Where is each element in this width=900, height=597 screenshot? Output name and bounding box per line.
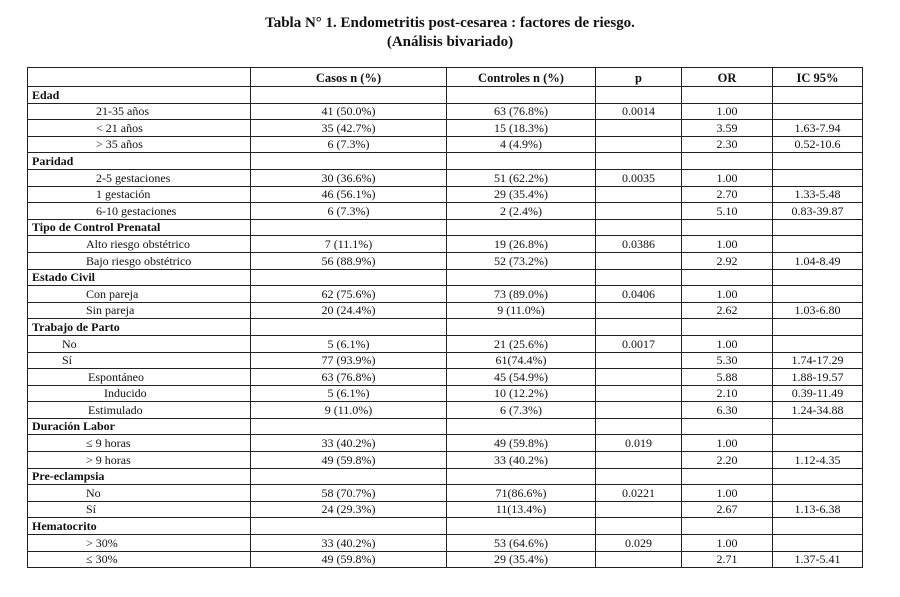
- cell-or: 1.00: [682, 435, 773, 452]
- cell-casos: 49 (59.8%): [251, 452, 447, 469]
- table-row: [28, 402, 863, 419]
- row-label: ≤ 30%: [28, 551, 251, 568]
- row-label: Alto riesgo obstétrico: [28, 236, 251, 253]
- cell-controles: 29 (35.4%): [447, 551, 596, 568]
- cell-ic: 1.24-34.88: [773, 402, 863, 419]
- cell-or: 1.00: [682, 535, 773, 552]
- cell-or: 2.70: [682, 186, 773, 203]
- row-label: 2-5 gestaciones: [28, 169, 251, 186]
- cell-controles: 2 (2.4%): [447, 203, 596, 220]
- cell-casos: 46 (56.1%): [251, 186, 447, 203]
- empty-cell: [251, 418, 447, 435]
- cell-casos: 6 (7.3%): [251, 203, 447, 220]
- group-row: [28, 87, 863, 104]
- cell-casos: 7 (11.1%): [251, 236, 447, 253]
- table-row: [28, 501, 863, 518]
- row-label: Estimulado: [28, 402, 251, 419]
- empty-cell: [596, 418, 682, 435]
- cell-ic: [773, 335, 863, 352]
- group-row: [28, 468, 863, 485]
- table-row: [28, 136, 863, 153]
- title-line-2: (Análisis bivariado): [386, 34, 514, 50]
- cell-p: 0.0017: [596, 335, 682, 352]
- cell-or: 6.30: [682, 402, 773, 419]
- table-row: [28, 302, 863, 319]
- header-or: OR: [682, 68, 773, 87]
- cell-or: 5.88: [682, 369, 773, 386]
- cell-ic: 0.39-11.49: [773, 385, 863, 402]
- empty-cell: [773, 87, 863, 104]
- cell-ic: [773, 236, 863, 253]
- empty-cell: [773, 269, 863, 286]
- cell-ic: 0.83-39.87: [773, 203, 863, 220]
- cell-casos: 33 (40.2%): [251, 435, 447, 452]
- cell-p: [596, 385, 682, 402]
- empty-cell: [773, 153, 863, 170]
- empty-cell: [596, 87, 682, 104]
- cell-ic: 1.12-4.35: [773, 452, 863, 469]
- empty-cell: [447, 418, 596, 435]
- cell-p: [596, 402, 682, 419]
- group-label: Tipo de Control Prenatal: [28, 219, 251, 236]
- table-body: [28, 87, 863, 568]
- row-label: > 30%: [28, 535, 251, 552]
- header-controles: Controles n (%): [447, 68, 596, 87]
- cell-controles: 45 (54.9%): [447, 369, 596, 386]
- group-label: Paridad: [28, 153, 251, 170]
- cell-casos: 41 (50.0%): [251, 103, 447, 120]
- cell-casos: 58 (70.7%): [251, 485, 447, 502]
- table-row: [28, 385, 863, 402]
- row-label: 1 gestación: [28, 186, 251, 203]
- table-row: [28, 535, 863, 552]
- cell-ic: [773, 535, 863, 552]
- cell-ic: 1.37-5.41: [773, 551, 863, 568]
- table-row: [28, 335, 863, 352]
- cell-p: 0.029: [596, 535, 682, 552]
- cell-p: [596, 369, 682, 386]
- cell-controles: 6 (7.3%): [447, 402, 596, 419]
- empty-cell: [251, 87, 447, 104]
- cell-or: 3.59: [682, 120, 773, 137]
- header-ic: IC 95%: [773, 68, 863, 87]
- empty-cell: [447, 219, 596, 236]
- table-row: [28, 286, 863, 303]
- cell-ic: 1.03-6.80: [773, 302, 863, 319]
- empty-cell: [447, 468, 596, 485]
- cell-or: 5.10: [682, 203, 773, 220]
- cell-p: 0.0406: [596, 286, 682, 303]
- cell-or: 5.30: [682, 352, 773, 369]
- cell-controles: 52 (73.2%): [447, 252, 596, 269]
- empty-cell: [596, 153, 682, 170]
- cell-casos: 9 (11.0%): [251, 402, 447, 419]
- cell-casos: 62 (75.6%): [251, 286, 447, 303]
- group-row: [28, 418, 863, 435]
- group-label: Estado Civil: [28, 269, 251, 286]
- empty-cell: [447, 87, 596, 104]
- row-label: < 21 años: [28, 120, 251, 137]
- cell-ic: 1.33-5.48: [773, 186, 863, 203]
- row-label: Sí: [28, 352, 251, 369]
- cell-casos: 5 (6.1%): [251, 335, 447, 352]
- empty-cell: [251, 219, 447, 236]
- cell-p: 0.0221: [596, 485, 682, 502]
- empty-cell: [251, 468, 447, 485]
- table-row: [28, 169, 863, 186]
- row-label: > 35 años: [28, 136, 251, 153]
- group-row: [28, 269, 863, 286]
- cell-p: 0.0035: [596, 169, 682, 186]
- cell-p: [596, 252, 682, 269]
- cell-ic: 1.88-19.57: [773, 369, 863, 386]
- empty-cell: [251, 319, 447, 336]
- row-label: Bajo riesgo obstétrico: [28, 252, 251, 269]
- group-label: Hematocrito: [28, 518, 251, 535]
- table-row: [28, 551, 863, 568]
- group-label: Pre-eclampsia: [28, 468, 251, 485]
- cell-controles: 10 (12.2%): [447, 385, 596, 402]
- cell-ic: 1.74-17.29: [773, 352, 863, 369]
- row-label: No: [28, 485, 251, 502]
- empty-cell: [682, 87, 773, 104]
- group-row: [28, 153, 863, 170]
- table-row: [28, 103, 863, 120]
- row-label: 21-35 años: [28, 103, 251, 120]
- cell-ic: [773, 169, 863, 186]
- cell-ic: 0.52-10.6: [773, 136, 863, 153]
- table-row: [28, 485, 863, 502]
- cell-ic: 1.13-6.38: [773, 501, 863, 518]
- empty-cell: [682, 219, 773, 236]
- cell-controles: 21 (25.6%): [447, 335, 596, 352]
- cell-p: [596, 501, 682, 518]
- cell-ic: 1.04-8.49: [773, 252, 863, 269]
- cell-controles: 11(13.4%): [447, 501, 596, 518]
- empty-cell: [596, 518, 682, 535]
- group-row: [28, 219, 863, 236]
- cell-ic: [773, 485, 863, 502]
- cell-controles: 19 (26.8%): [447, 236, 596, 253]
- table-row: [28, 186, 863, 203]
- cell-p: [596, 136, 682, 153]
- cell-casos: 24 (29.3%): [251, 501, 447, 518]
- row-label: Sí: [28, 501, 251, 518]
- cell-casos: 56 (88.9%): [251, 252, 447, 269]
- cell-controles: 63 (76.8%): [447, 103, 596, 120]
- row-label: > 9 horas: [28, 452, 251, 469]
- cell-ic: [773, 435, 863, 452]
- empty-cell: [596, 468, 682, 485]
- cell-or: 2.30: [682, 136, 773, 153]
- cell-controles: 4 (4.9%): [447, 136, 596, 153]
- cell-or: 2.71: [682, 551, 773, 568]
- header-p: p: [596, 68, 682, 87]
- empty-cell: [682, 319, 773, 336]
- table-row: [28, 252, 863, 269]
- cell-or: 2.92: [682, 252, 773, 269]
- cell-or: 2.20: [682, 452, 773, 469]
- cell-casos: 6 (7.3%): [251, 136, 447, 153]
- table-row: [28, 352, 863, 369]
- row-label: 6-10 gestaciones: [28, 203, 251, 220]
- header-row: [28, 68, 863, 87]
- empty-cell: [682, 269, 773, 286]
- table-row: [28, 435, 863, 452]
- row-label: Inducido: [28, 385, 251, 402]
- title-line-1: Tabla N° 1. Endometritis post-cesarea : factores de riesgo.: [265, 15, 635, 31]
- cell-p: [596, 203, 682, 220]
- cell-p: [596, 452, 682, 469]
- empty-cell: [596, 319, 682, 336]
- empty-cell: [447, 319, 596, 336]
- table-row: [28, 452, 863, 469]
- cell-ic: 1.63-7.94: [773, 120, 863, 137]
- cell-p: 0.0386: [596, 236, 682, 253]
- empty-cell: [447, 269, 596, 286]
- cell-or: 1.00: [682, 286, 773, 303]
- cell-controles: 73 (89.0%): [447, 286, 596, 303]
- cell-or: 2.10: [682, 385, 773, 402]
- row-label: Sin pareja: [28, 302, 251, 319]
- cell-controles: 9 (11.0%): [447, 302, 596, 319]
- empty-cell: [773, 319, 863, 336]
- table-title: [0, 14, 900, 52]
- table-row: [28, 369, 863, 386]
- cell-p: [596, 551, 682, 568]
- cell-or: 1.00: [682, 103, 773, 120]
- cell-controles: 33 (40.2%): [447, 452, 596, 469]
- cell-controles: 53 (64.6%): [447, 535, 596, 552]
- empty-cell: [251, 153, 447, 170]
- row-label: No: [28, 335, 251, 352]
- empty-cell: [773, 518, 863, 535]
- table-row: [28, 236, 863, 253]
- cell-casos: 77 (93.9%): [251, 352, 447, 369]
- empty-cell: [596, 219, 682, 236]
- cell-casos: 49 (59.8%): [251, 551, 447, 568]
- cell-casos: 33 (40.2%): [251, 535, 447, 552]
- cell-or: 1.00: [682, 236, 773, 253]
- empty-cell: [251, 518, 447, 535]
- cell-casos: 35 (42.7%): [251, 120, 447, 137]
- empty-cell: [773, 418, 863, 435]
- group-label: Duración Labor: [28, 418, 251, 435]
- row-label: Con pareja: [28, 286, 251, 303]
- cell-controles: 29 (35.4%): [447, 186, 596, 203]
- cell-ic: [773, 103, 863, 120]
- risk-factor-table: [27, 67, 863, 568]
- empty-cell: [682, 418, 773, 435]
- cell-controles: 51 (62.2%): [447, 169, 596, 186]
- cell-p: [596, 302, 682, 319]
- cell-or: 2.67: [682, 501, 773, 518]
- empty-cell: [447, 153, 596, 170]
- cell-controles: 61(74.4%): [447, 352, 596, 369]
- group-row: [28, 319, 863, 336]
- cell-or: 1.00: [682, 335, 773, 352]
- cell-casos: 30 (36.6%): [251, 169, 447, 186]
- cell-or: 2.62: [682, 302, 773, 319]
- empty-cell: [447, 518, 596, 535]
- table-row: [28, 203, 863, 220]
- header-variable: [28, 68, 251, 87]
- empty-cell: [596, 269, 682, 286]
- cell-p: 0.0014: [596, 103, 682, 120]
- empty-cell: [682, 153, 773, 170]
- cell-casos: 20 (24.4%): [251, 302, 447, 319]
- row-label: ≤ 9 horas: [28, 435, 251, 452]
- header-casos: Casos n (%): [251, 68, 447, 87]
- cell-or: 1.00: [682, 485, 773, 502]
- cell-casos: 63 (76.8%): [251, 369, 447, 386]
- cell-p: [596, 120, 682, 137]
- cell-p: [596, 352, 682, 369]
- cell-casos: 5 (6.1%): [251, 385, 447, 402]
- empty-cell: [773, 468, 863, 485]
- row-label: Espontáneo: [28, 369, 251, 386]
- cell-controles: 15 (18.3%): [447, 120, 596, 137]
- cell-p: [596, 186, 682, 203]
- empty-cell: [682, 518, 773, 535]
- cell-or: 1.00: [682, 169, 773, 186]
- group-label: Edad: [28, 87, 251, 104]
- group-label: Trabajo de Parto: [28, 319, 251, 336]
- table-row: [28, 120, 863, 137]
- cell-controles: 71(86.6%): [447, 485, 596, 502]
- cell-ic: [773, 286, 863, 303]
- group-row: [28, 518, 863, 535]
- cell-p: 0.019: [596, 435, 682, 452]
- empty-cell: [682, 468, 773, 485]
- cell-controles: 49 (59.8%): [447, 435, 596, 452]
- empty-cell: [251, 269, 447, 286]
- empty-cell: [773, 219, 863, 236]
